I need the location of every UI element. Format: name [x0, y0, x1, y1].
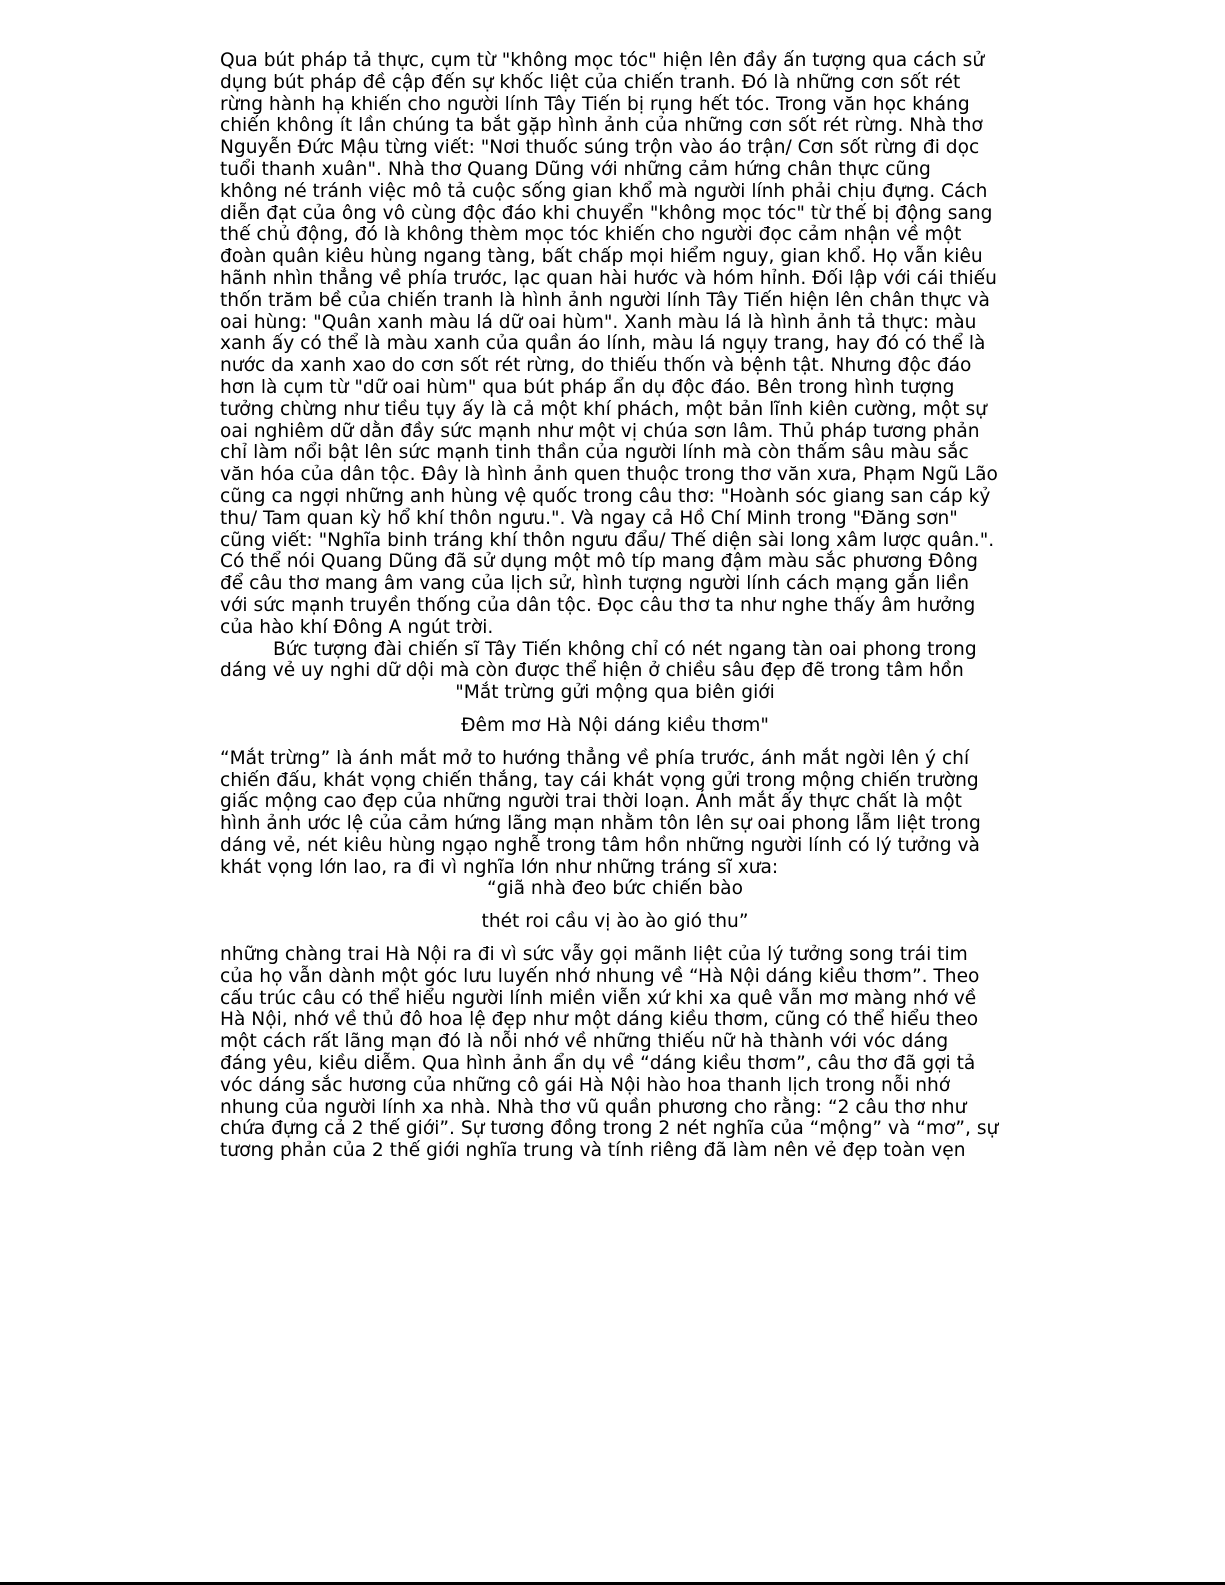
verse-line: thét roi cầu vị ào ào gió thu”: [481, 911, 749, 933]
text-line: Nguyễn Đức Mậu từng viết: "Nơi thuốc súng trộn vào áo trận/ Cơn sốt rừng đi dọc: [220, 137, 980, 159]
text-line: oai hùng: "Quân xanh màu lá dữ oai hùm". Xanh màu lá là hình ảnh tả thực: màu: [220, 311, 977, 333]
text-line: chứa đựng cả 2 thế giới”. Sự tương đồng trong 2 nét nghĩa của “mộng” và “mơ”, sự: [220, 1118, 999, 1140]
text-line: dụng bút pháp đề cập đến sự khốc liệt của chiến tranh. Đó là những cơn sốt rét: [220, 71, 961, 93]
text-line: với sức mạnh truyền thống của dân tộc. Đọc câu thơ ta như nghe thấy âm hưởng: [220, 594, 976, 616]
text-line: vóc dáng sắc hương của những cô gái Hà Nội hào hoa thanh lịch trong nỗi nhớ: [220, 1074, 951, 1096]
text-line: hình ảnh ước lệ của cảm hứng lãng mạn nhằm tôn lên sự oai phong lẫm liệt trong: [220, 813, 981, 835]
text-line: hãnh nhìn thẳng về phía trước, lạc quan hài hước và hóm hỉnh. Đối lập với cái thiếu: [220, 267, 997, 289]
verse-line: Đêm mơ Hà Nội dáng kiều thơm": [461, 714, 769, 736]
verse-line: "Mắt trừng gửi mộng qua biên giới: [455, 682, 775, 704]
text-line: giấc mộng cao đẹp của những người trai thời loạn. Ánh mắt ấy thực chất là một: [220, 791, 962, 813]
text-line: nhung của người lính xa nhà. Nhà thơ vũ quần phương cho rằng: “2 câu thơ như: [220, 1096, 967, 1118]
text-line: tương phản của 2 thế giới nghĩa trung và tính riêng đã làm nên vẻ đẹp toàn vẹn: [220, 1140, 966, 1162]
text-line: thế chủ động, đó là không thèm mọc tóc khiến cho người đọc cảm nhận về một: [220, 224, 962, 246]
text-line: những chàng trai Hà Nội ra đi vì sức vẫy gọi mãnh liệt của lý tưởng song trái tim: [220, 944, 968, 966]
paragraph-2: [220, 639, 1010, 683]
text-line: xanh ấy có thể là màu xanh của quần áo lính, màu lá ngụy trang, hay đó có thể là: [220, 333, 986, 355]
text-line: thốn trăm bề của chiến tranh là hình ảnh người lính Tây Tiến hiện lên chân thực và: [220, 289, 990, 311]
text-line: dáng vẻ, nét kiêu hùng ngạo nghễ trong tâm hồn những người lính có lý tưởng và: [220, 834, 980, 856]
text-line: khát vọng lớn lao, ra đi vì nghĩa lớn như những tráng sĩ xưa:: [220, 856, 779, 878]
paragraph-4: [220, 944, 1010, 1162]
text-line: đoàn quân kiêu hùng ngang tàng, bất chấp mọi hiểm nguy, gian khổ. Họ vẫn kiêu: [220, 246, 983, 268]
text-line: chiến đấu, khát vọng chiến thắng, tay cái khát vọng gửi trong mộng chiến trường: [220, 769, 979, 791]
text-line: oai nghiêm dữ dằn đầy sức mạnh như một vị chúa sơn lâm. Thủ pháp tương phản: [220, 420, 980, 442]
text-line: chỉ làm nổi bật lên sức mạnh tinh thần của người lính mà còn thấm sâu màu sắc: [220, 442, 969, 464]
text-line: tuổi thanh xuân". Nhà thơ Quang Dũng với những cảm hứng chân thực cũng: [220, 158, 931, 180]
text-line: Qua bút pháp tả thực, cụm từ "không mọc tóc" hiện lên đầy ấn tượng qua cách sử: [220, 50, 985, 71]
text-line: nước da xanh xao do cơn sốt rét rừng, do thiếu thốn và bệnh tật. Nhưng độc đáo: [220, 355, 972, 377]
text-line: đáng yêu, kiều diễm. Qua hình ảnh ẩn dụ về “dáng kiều thơm”, câu thơ đã gợi tả: [220, 1053, 976, 1075]
text-line: cũng ca ngợi những anh hùng vệ quốc trong câu thơ: "Hoành sóc giang san cáp kỷ: [220, 485, 991, 507]
text-line: Bức tượng đài chiến sĩ Tây Tiến không chỉ có nét ngang tàn oai phong trong: [273, 638, 977, 660]
verse-1: [220, 682, 1010, 737]
text-line: một cách rất lãng mạn đó là nỗi nhớ về những thiếu nữ hà thành với vóc dáng: [220, 1031, 949, 1053]
text-line: “Mắt trừng” là ánh mắt mở to hướng thẳng về phía trước, ánh mắt ngời lên ý chí: [220, 747, 970, 769]
text-line: dáng vẻ uy nghi dữ dội mà còn được thể hiện ở chiều sâu đẹp đẽ trong tâm hồn: [220, 660, 964, 682]
paragraph-1: [220, 50, 1010, 639]
text-line: văn hóa của dân tộc. Đây là hình ảnh quen thuộc trong thơ văn xưa, Phạm Ngũ Lão: [220, 464, 998, 486]
verse-line: “giã nhà đeo bức chiến bào: [487, 878, 743, 900]
text-line: diễn đạt của ông vô cùng độc đáo khi chuyển "không mọc tóc" từ thế bị động sang: [220, 202, 993, 224]
text-line: Có thể nói Quang Dũng đã sử dụng một mô típ mang đậm màu sắc phương Đông: [220, 551, 978, 573]
text-line: Hà Nội, nhớ về thủ đô hoa lệ đẹp như một dáng kiều thơm, cũng có thể hiểu theo: [220, 1009, 979, 1031]
verse-2: [220, 878, 1010, 933]
text-line: tưởng chừng như tiều tụy ấy là cả một khí phách, một bản lĩnh kiên cường, một sự: [220, 398, 987, 420]
document-page: [220, 50, 1010, 1162]
text-line: thu/ Tam quan kỳ hổ khí thôn ngưu.". Và ngay cả Hồ Chí Minh trong "Đăng sơn": [220, 507, 958, 529]
text-line: của họ vẫn dành một góc lưu luyến nhớ nhung về “Hà Nội dáng kiều thơm”. Theo: [220, 965, 980, 987]
paragraph-3: [220, 748, 1010, 879]
text-line: rừng hành hạ khiến cho người lính Tây Tiến bị rụng hết tóc. Trong văn học kháng: [220, 93, 970, 115]
text-line: chiến không ít lần chúng ta bắt gặp hình ảnh của những cơn sốt rét rừng. Nhà thơ: [220, 115, 983, 137]
text-line: cũng viết: "Nghĩa binh tráng khí thôn ngưu đẩu/ Thế diện sài long xâm lược quân.".: [220, 529, 995, 551]
text-line: không né tránh việc mô tả cuộc sống gian khổ mà người lính phải chịu đựng. Cách: [220, 180, 988, 202]
text-line: để câu thơ mang âm vang của lịch sử, hình tượng người lính cách mạng gắn liền: [220, 573, 969, 595]
text-line: hơn là cụm từ "dữ oai hùm" qua bút pháp ẩn dụ độc đáo. Bên trong hình tượng: [220, 376, 955, 398]
text-line: cấu trúc câu có thể hiểu người lính miền viễn xứ khi xa quê vẫn mơ màng nhớ về: [220, 987, 977, 1009]
text-line: của hào khí Đông A ngút trời.: [220, 616, 494, 638]
